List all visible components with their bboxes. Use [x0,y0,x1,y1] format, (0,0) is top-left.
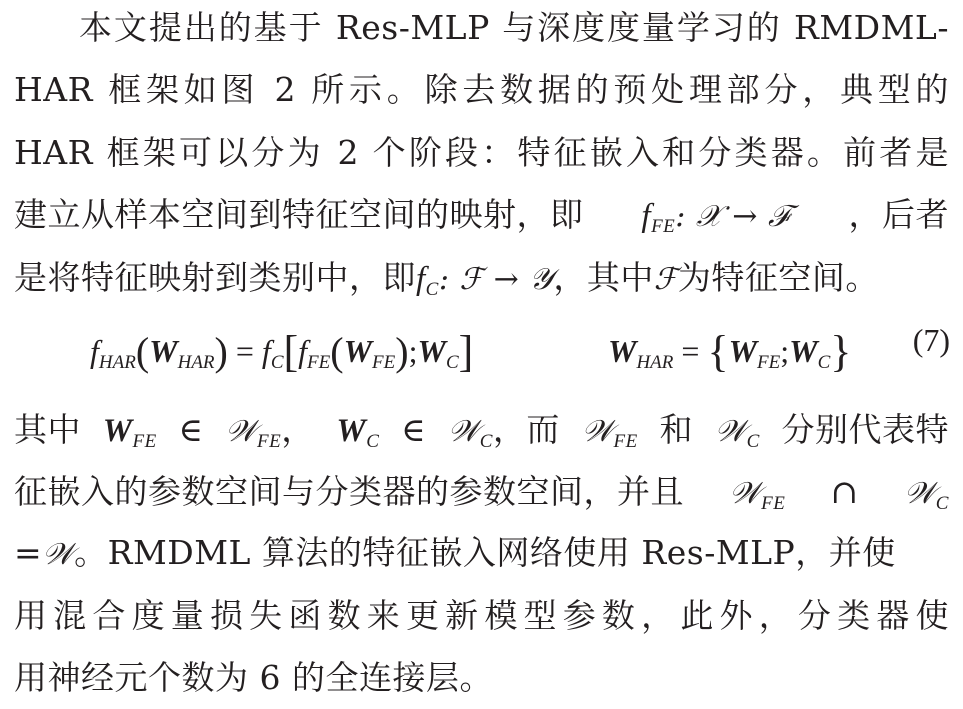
eq-w: W [343,333,373,369]
mapping-x-to-f: : 𝒳 → ℱ [675,199,791,234]
w-symbol: W [102,413,133,449]
para2-line3 [14,533,949,575]
cal-w-fe-2 [582,410,638,452]
para1-line1: 本文提出的基于 Res-MLP 与深度度量学习的 RMDML- [79,8,949,47]
para1-line2: HAR 框架如图 2 所示。除去数据的预处理部分，典型的 [14,70,949,109]
fe-subscript: FE [132,431,157,452]
fe-subscript: FE [613,431,638,452]
eq-sub-fe: FE [307,352,331,373]
equation-rhs: $W_{HAR}$ = $\{W_{FE};W_C\}$ [608,327,852,376]
para1-line5-tail: 为特征空间。 [677,258,879,297]
para2-line1 [14,410,949,452]
eq-w: W [789,333,818,369]
cal-w-fe [225,410,315,452]
eq-w: W [608,333,637,369]
eq-w: W [728,333,758,369]
para1-line4-text: 建立从样本空间到特征空间的映射，即 [14,195,584,234]
w-symbol: W [336,413,367,449]
f-symbol: f [416,261,426,297]
para2-line1-text: 其中 [14,410,81,449]
cal-w-symbol: 𝒲 [447,414,480,449]
f-symbol: f [641,198,652,234]
equation-number: (7) [912,322,950,358]
para2-line5: 用神经元个数为 6 的全连接层。 [14,658,493,697]
feature-space-symbol: ℱ [653,262,678,297]
eq-w: W [417,333,446,369]
and-text: 和 [659,410,693,449]
c-subscript: C [746,431,760,452]
eq-f: f [298,333,308,369]
equation-lhs: $f_{HAR}(W_{HAR})$ = $f_C[f_{FE}(W_{FE});W_C]$ [90,327,474,376]
eq-f: f [261,333,271,369]
eq-sub-har: HAR [177,352,215,373]
para2-line1-tail: 分别代表特 [781,410,949,449]
f-fe-mapping [641,195,790,237]
w-fe-in [103,410,157,452]
fe-subscript: FE [257,431,282,452]
eq-equals: = [681,333,700,369]
cal-w-symbol: 𝒲 [714,414,747,449]
cal-w-symbol: 𝒲 [729,476,762,511]
eq-sub-fe: FE [757,352,781,373]
eq-sub-har: HAR [636,352,674,373]
cal-w-fe-3 [729,472,785,514]
cal-w-c [448,410,560,452]
mapping-f-to-y: : ℱ → 𝒴 [438,262,554,297]
c-subscript: C [366,431,380,452]
eq-sub-c: C [270,352,284,373]
cal-w-symbol: 𝒲 [581,414,614,449]
para2-line2-text: 征嵌入的参数空间与分类器的参数空间，并且 [14,472,684,511]
para1-line5-text: 是将特征映射到类别中，即 [14,258,416,297]
cal-w-symbol: 𝒲 [903,476,936,511]
para1-line5-mid: ，其中 [553,258,654,297]
para1-line4 [14,195,949,237]
c-subscript: C [425,279,439,300]
para2-line4: 用混合度量损失函数来更新模型参数，此外，分类器使 [14,596,949,635]
c-subscript: C [479,431,493,452]
eq-semicolon: ; [408,333,418,369]
w-c-in [336,410,379,452]
equation-7 [90,322,950,376]
eq-f: f [90,333,99,369]
para2-line2 [14,472,949,514]
conjunction: ，而 [492,410,560,449]
para1-line3: HAR 框架可以分为 2 个阶段：特征嵌入和分类器。前者是 [14,133,949,172]
eq-sub-fe: FE [372,352,396,373]
para1-line5 [14,258,949,300]
eq-w: W [149,333,178,369]
eq-sub-c: C [817,352,831,373]
fe-subscript: FE [651,216,676,237]
para2-line3-text: 。RMDML 算法的特征嵌入网络使用 Res-MLP，并使 [74,533,896,572]
c-subscript: C [935,493,949,514]
comma: ， [281,410,315,449]
eq-sub-har: HAR [98,352,136,373]
eq-sub-c: C [445,352,459,373]
element-of-symbol: ∈ [401,410,427,449]
eq-semicolon: ; [780,333,790,369]
cal-w-symbol: 𝒲 [225,414,258,449]
equals-sign: = [14,533,43,572]
cal-w-symbol: 𝒲 [42,537,75,572]
fe-subscript: FE [761,493,786,514]
eq-equals: = [235,333,254,369]
cal-w-c-2 [715,410,760,452]
element-of-symbol: ∈ [178,410,204,449]
cal-w-c-3 [904,472,949,514]
intersection-symbol: ∩ [830,472,859,511]
para1-line4-tail: ，后者 [848,195,949,234]
